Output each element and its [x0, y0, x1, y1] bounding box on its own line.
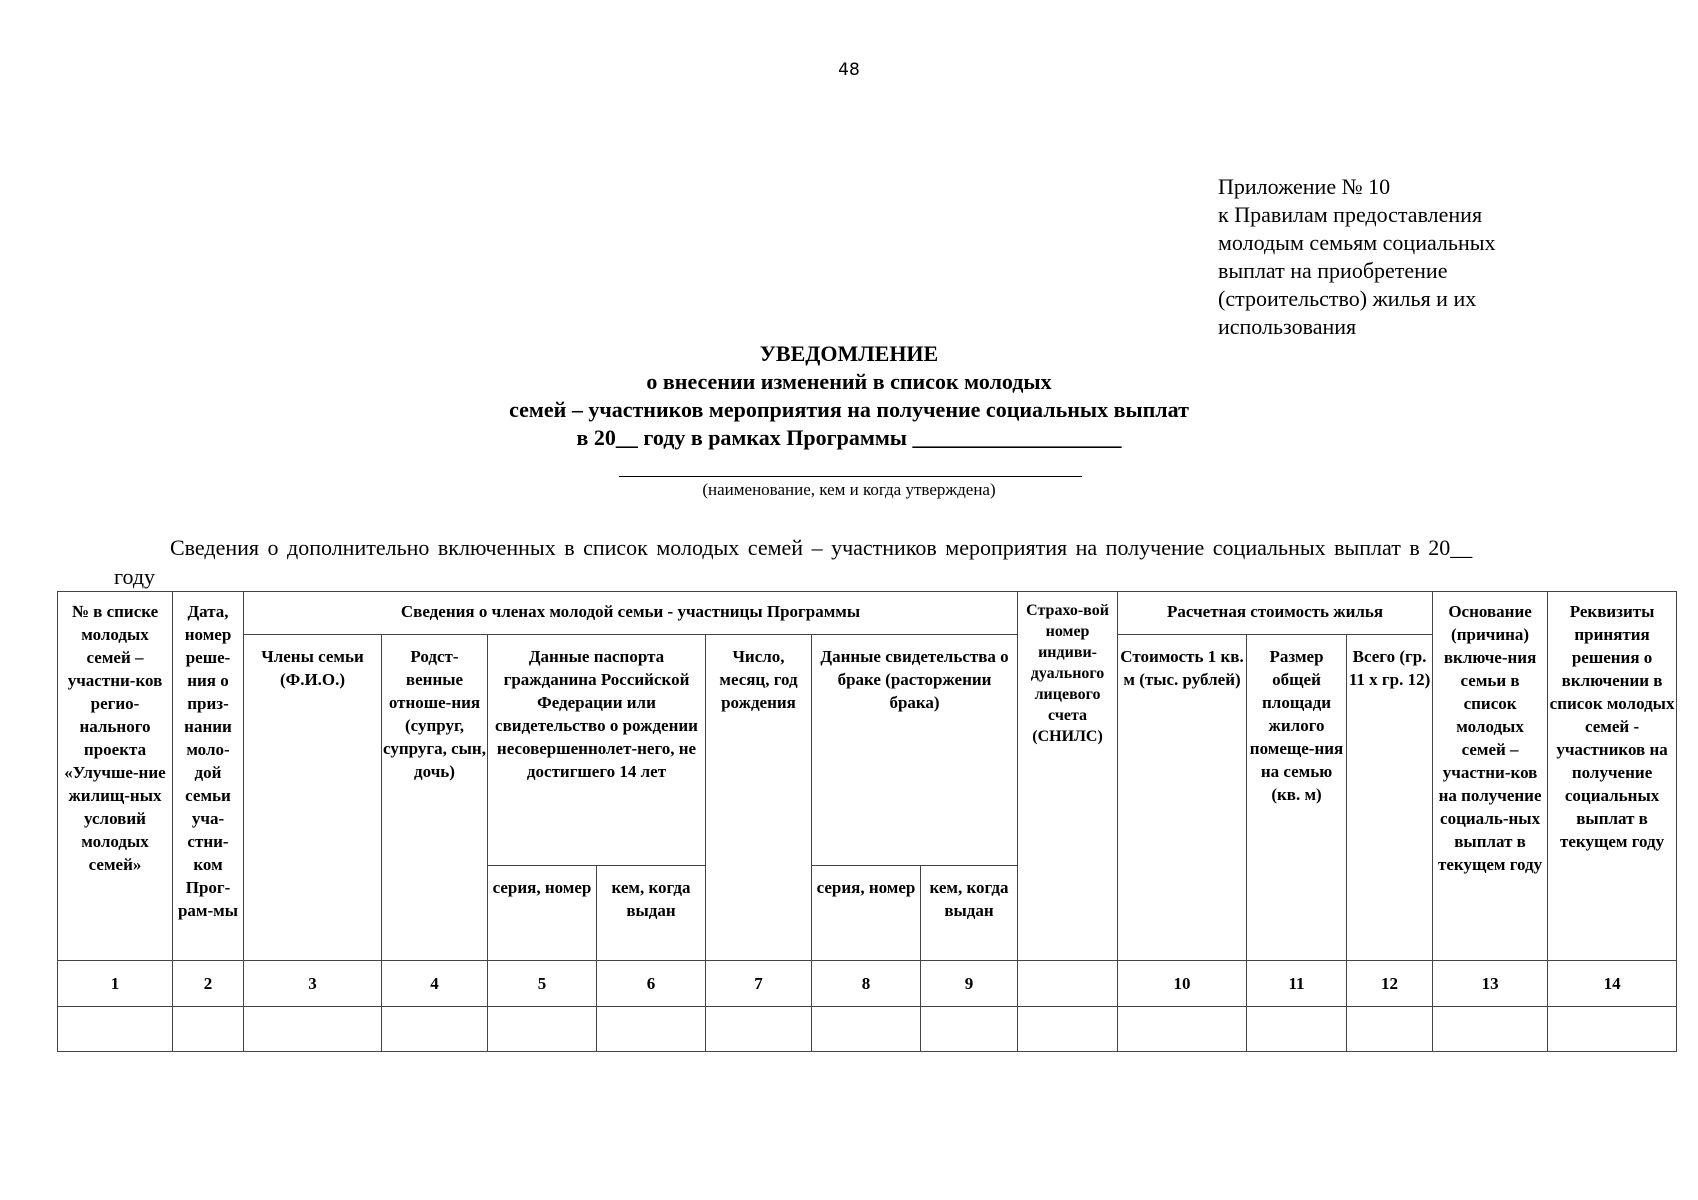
title-line: о внесении изменений в список молодых [646, 369, 1052, 394]
column-number: 8 [812, 961, 921, 1007]
document-title [0, 340, 1698, 452]
header-birth-date: Число, месяц, год рождения [706, 635, 812, 961]
info-text-continued: году [114, 564, 156, 589]
appendix-reference [1218, 173, 1496, 341]
appendix-line: использования [1218, 314, 1357, 339]
appendix-line: (строительство) жилья и их [1218, 286, 1477, 311]
table-cell[interactable] [706, 1007, 812, 1052]
header-relation: Родст-венные отноше-ния (супруг, супруга, сын, дочь) [382, 635, 488, 961]
column-numbers-row [58, 961, 1677, 1007]
header-passport-issued: кем, когда выдан [597, 866, 706, 961]
header-snils: Страхо-вой номер индиви-дуального лицевого счета (СНИЛС) [1018, 592, 1118, 961]
column-number: 9 [921, 961, 1018, 1007]
table-row [58, 1007, 1677, 1052]
families-table [57, 591, 1677, 1052]
table-cell[interactable] [58, 1007, 173, 1052]
header-decision-date: Дата, номер реше-ния о приз-нании моло-дой семьи уча-стни-ком Прог-рам-мы [173, 592, 244, 961]
appendix-line: молодым семьям социальных [1218, 230, 1496, 255]
column-number [1018, 961, 1118, 1007]
approval-caption: (наименование, кем и когда утверждена) [702, 480, 996, 499]
table-cell[interactable] [244, 1007, 382, 1052]
column-number: 4 [382, 961, 488, 1007]
table-cell[interactable] [1548, 1007, 1677, 1052]
title-line: семей – участников мероприятия на получение социальных выплат [509, 397, 1189, 422]
table-cell[interactable] [1018, 1007, 1118, 1052]
table-cell[interactable] [1247, 1007, 1347, 1052]
header-marriage-issued: кем, когда выдан [921, 866, 1018, 961]
column-number: 12 [1347, 961, 1433, 1007]
table-cell[interactable] [1347, 1007, 1433, 1052]
column-number: 7 [706, 961, 812, 1007]
table-cell[interactable] [1433, 1007, 1548, 1052]
table-cell[interactable] [597, 1007, 706, 1052]
page-number: 48 [838, 60, 860, 80]
header-decision-requisites: Реквизиты принятия решения о включении в список молодых семей - участников на получение социальных выплат в текущем году [1548, 592, 1677, 961]
header-housing-cost-group: Расчетная стоимость жилья [1118, 592, 1433, 635]
header-total: Всего (гр. 11 х гр. 12) [1347, 635, 1433, 961]
column-number: 14 [1548, 961, 1677, 1007]
approval-underline [619, 476, 1082, 477]
appendix-line: к Правилам предоставления [1218, 202, 1483, 227]
title-line: в 20__ году в рамках Программы ___________________ [576, 425, 1122, 450]
column-number: 6 [597, 961, 706, 1007]
header-cost-per-meter: Стоимость 1 кв. м (тыс. рублей) [1118, 635, 1247, 961]
header-passport: Данные паспорта гражданина Российской Федерации или свидетельство о рождении несовершеннолет-него, не достигшего 14 лет [488, 635, 706, 866]
table-cell[interactable] [812, 1007, 921, 1052]
column-number: 11 [1247, 961, 1347, 1007]
table-cell[interactable] [488, 1007, 597, 1052]
title-heading: УВЕДОМЛЕНИЕ [759, 341, 939, 366]
column-number: 2 [173, 961, 244, 1007]
header-area: Размер общей площади жилого помеще-ния на семью (кв. м) [1247, 635, 1347, 961]
header-inclusion-basis: Основание (причина) включе-ния семьи в список молодых семей – участни-ков на получение социаль-ных выплат в текущем году [1433, 592, 1548, 961]
appendix-line: выплат на приобретение [1218, 258, 1448, 283]
column-number: 5 [488, 961, 597, 1007]
table-cell[interactable] [1118, 1007, 1247, 1052]
header-list-number: № в списке молодых семей – участни-ков регио-нального проекта «Улучше-ние жилищ-ных условий молодых семей» [58, 592, 173, 961]
column-number: 13 [1433, 961, 1548, 1007]
header-passport-series: серия, номер [488, 866, 597, 961]
column-number: 3 [244, 961, 382, 1007]
info-text: Сведения о дополнительно включенных в список молодых семей – участников мероприятия на получение социальных выплат в 20__ [170, 535, 1473, 560]
appendix-line: Приложение № 10 [1218, 174, 1391, 199]
header-family-members-group: Сведения о членах молодой семьи - участницы Программы [244, 592, 1018, 635]
column-number: 10 [1118, 961, 1247, 1007]
table-cell[interactable] [173, 1007, 244, 1052]
header-marriage-series: серия, номер [812, 866, 921, 961]
table-cell[interactable] [921, 1007, 1018, 1052]
header-marriage-certificate: Данные свидетельства о браке (расторжении брака) [812, 635, 1018, 866]
table-cell[interactable] [382, 1007, 488, 1052]
header-members-fio: Члены семьи (Ф.И.О.) [244, 635, 382, 961]
column-number: 1 [58, 961, 173, 1007]
